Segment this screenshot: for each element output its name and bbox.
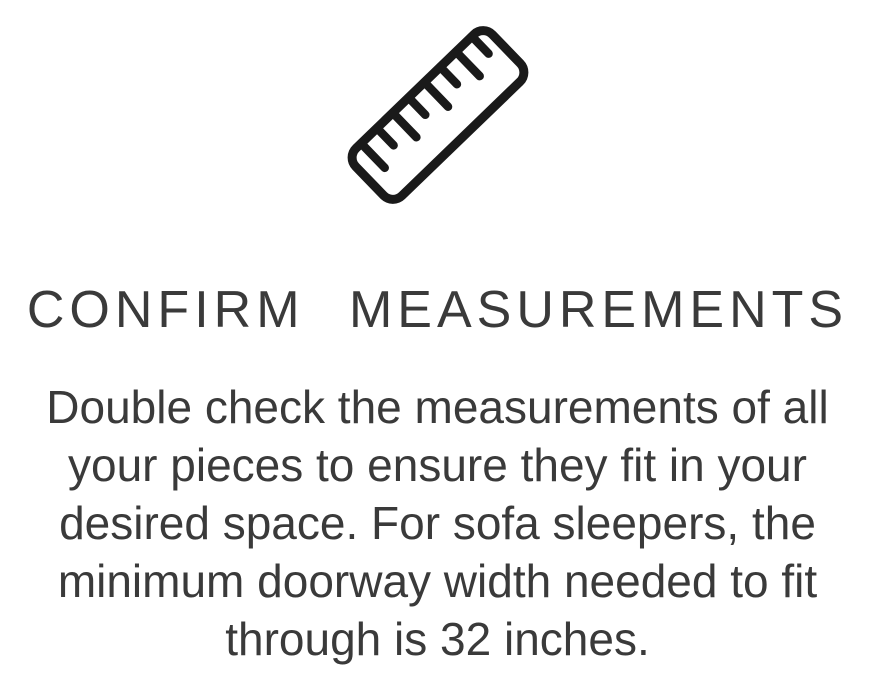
ruler-icon-strokes (346, 25, 529, 204)
ruler-icon (323, 3, 553, 223)
body-text-line: minimum doorway width needed to fit (57, 555, 818, 607)
body-text-line: through is 32 inches. (225, 613, 650, 665)
body-text-line: your pieces to ensure they fit in your (68, 439, 807, 491)
body-text-line: desired space. For sofa sleepers, the (59, 497, 816, 549)
body-text-line: Double check the measurements of all (46, 381, 829, 433)
body-text (46, 378, 828, 668)
section-title: CONFIRM MEASUREMENTS (26, 281, 849, 339)
